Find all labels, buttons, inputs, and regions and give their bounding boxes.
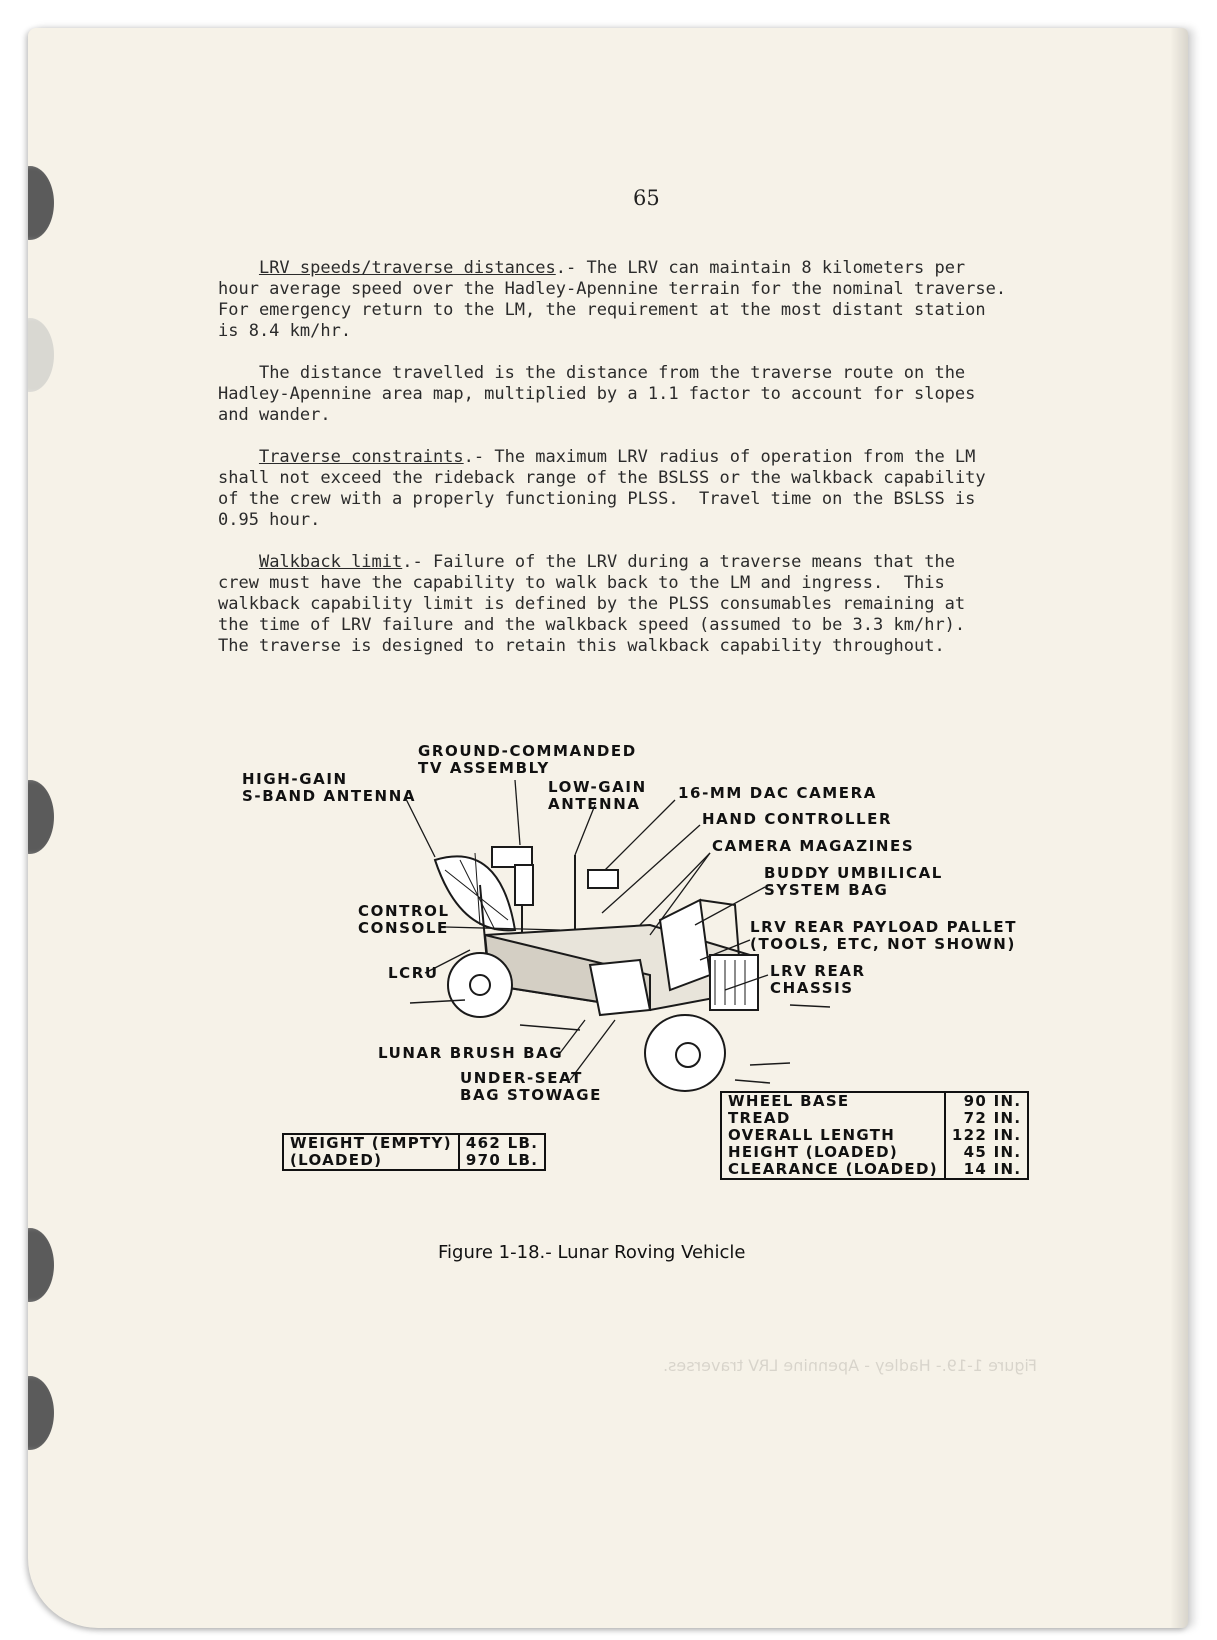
table-row: WEIGHT (EMPTY) 462 LB. — [283, 1134, 545, 1152]
bleed-through-text: Figure 1-19.- Hadley - Apennine LRV traverses. — [663, 1356, 1037, 1375]
table-row: HEIGHT (LOADED) 45 IN. — [721, 1144, 1028, 1161]
paragraph-heading: Walkback limit — [258, 552, 403, 572]
page-number: 65 — [633, 186, 660, 210]
paragraph-walkback: Walkback limit.- Failure of the LRV during a traverse means that the crew must have the capability to walk back to the LM and ingress. This walkback capability limit is defined by the PLSS consumables remaining at the time of LRV failure and the walkback speed (assumed to be 3.3 km/hr). The traverse is designed to retain this walkback capability throughout. — [218, 552, 966, 656]
label-low-gain-antenna: LOW-GAIN ANTENNA — [548, 778, 647, 813]
label-lcru: LCRU — [388, 964, 439, 982]
binder-hole — [28, 166, 54, 240]
figure-caption: Figure 1-18.- Lunar Roving Vehicle — [438, 1242, 746, 1263]
label-dac-camera: 16-MM DAC CAMERA — [678, 784, 878, 802]
paragraph-constraints: Traverse constraints.- The maximum LRV radius of operation from the LM shall not exceed the rideback range of the BSLSS or the walkback capability of the crew with a properly functioning PLSS. Travel time on the BSLSS is 0.95 hour. — [218, 447, 986, 530]
label-buddy-umbilical: BUDDY UMBILICAL SYSTEM BAG — [764, 864, 943, 899]
label-high-gain-antenna: HIGH-GAIN S-BAND ANTENNA — [242, 770, 417, 805]
label-lunar-brush-bag: LUNAR BRUSH BAG — [378, 1044, 564, 1062]
table-row: CLEARANCE (LOADED) 14 IN. — [721, 1161, 1028, 1179]
label-tv-assembly: GROUND-COMMANDED TV ASSEMBLY — [418, 742, 637, 777]
table-row: (LOADED) 970 LB. — [283, 1152, 545, 1170]
label-control-console: CONTROL CONSOLE — [358, 902, 450, 937]
page-edge-shadow — [1170, 28, 1188, 1628]
paragraph-distance: The distance travelled is the distance from the traverse route on the Hadley-Apennine area map, multiplied by a 1.1 factor to account for slopes and wander. — [218, 363, 976, 425]
paragraph-heading: LRV speeds/traverse distances — [258, 258, 556, 278]
binder-hole — [28, 1376, 54, 1450]
paragraph-speeds: LRV speeds/traverse distances.- The LRV can maintain 8 kilometers per hour average speed over the Hadley-Apennine terrain for the nominal traverse. For emergency return to the LM, the requirement at the most distant station is 8.4 km/hr. — [218, 258, 1007, 341]
paragraph-heading: Traverse constraints — [258, 447, 464, 467]
label-under-seat-stowage: UNDER-SEAT BAG STOWAGE — [460, 1069, 603, 1104]
dac-camera — [588, 870, 618, 888]
table-row: TREAD 72 IN. — [721, 1110, 1028, 1127]
dimensions-table — [720, 1091, 1029, 1180]
table-row: WHEEL BASE 90 IN. — [721, 1092, 1028, 1110]
rear-wheel — [645, 1015, 725, 1091]
lrv-figure — [230, 735, 1020, 1195]
weight-table — [282, 1133, 546, 1171]
label-hand-controller: HAND CONTROLLER — [702, 810, 893, 828]
binder-hole — [28, 780, 54, 854]
binder-hole — [28, 318, 54, 392]
body-text — [218, 258, 1048, 678]
binder-hole — [28, 1228, 54, 1302]
table-row: OVERALL LENGTH 122 IN. — [721, 1127, 1028, 1144]
label-rear-chassis: LRV REAR CHASSIS — [770, 962, 866, 997]
label-rear-payload-pallet: LRV REAR PAYLOAD PALLET (TOOLS, ETC, NOT SHOWN) — [750, 918, 1018, 953]
label-camera-magazines: CAMERA MAGAZINES — [712, 837, 915, 855]
front-wheel — [448, 953, 512, 1017]
rear-payload-pallet — [710, 955, 758, 1010]
